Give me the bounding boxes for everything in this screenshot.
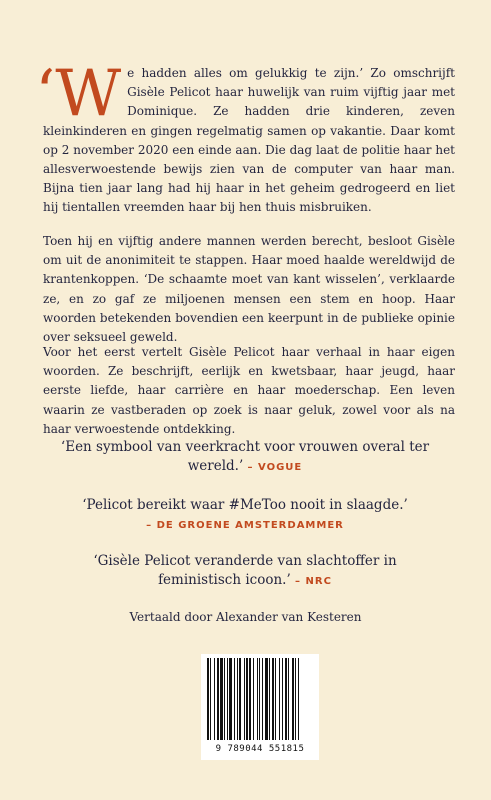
translator-credit: Vertaald door Alexander van Kesteren [129,610,362,624]
barcode-bars [201,654,319,744]
barcode-bar [285,658,287,740]
barcode-bar [239,658,241,740]
barcode-bar [279,658,280,740]
intro-text: e hadden alles om gelukkig te zijn.’ Zo omschrijft Gisèle Pelicot haar huwelijk van ruim vijftig jaar met Dominique. Ze hadden drie kinderen, zeven kleinkinderen en gingen regelmatig samen op vakantie. Daar komt op 2 november 2020 een einde aan. Die dag laat de politie haar het allesverwoestende bewijs zien van de computer van haar man. Bijna tien jaar lang had hij haar in het geheim gedrogeerd en liet hij tientallen vreemden haar bij hen thuis misbruiken. [43,66,455,215]
barcode-bar [282,658,283,740]
barcode-bar [217,658,219,740]
quote-text: ‘Een symbool van veerkracht voor vrouwen overal ter wereld.’ [60,439,430,474]
barcode-bar [275,658,276,740]
barcode-bar [249,658,251,740]
barcode-bar [246,658,248,740]
barcode-bar [269,658,270,740]
review-quote-groene [60,496,430,535]
drop-cap-letter: W [55,57,122,131]
barcode-bar [234,658,235,740]
review-quote-vogue [60,438,430,477]
barcode-bar [298,658,299,740]
barcode-bar [272,658,274,740]
barcode-bar [262,658,263,740]
barcode-bar [265,658,268,740]
barcode-bar [288,658,289,740]
quote-text: ‘Pelicot bereikt waar #MeToo nooit in slaagde.’ [82,497,408,513]
barcode-bar [253,658,254,740]
barcode-bar [207,658,209,740]
barcode-bar [214,658,215,740]
barcode-bar [229,658,232,740]
drop-cap-quote: ‘ [35,57,56,131]
barcode-bar [224,658,225,740]
paragraph-3: Voor het eerst vertelt Gisèle Pelicot haar verhaal in haar eigen woorden. Ze beschrijft, eerlijk en kwetsbaar, haar jeugd, haar eerste liefde, haar carrière en haar moederschap. Een leven waarin ze vastberaden op zoek is naar geluk, zowel voor als na haar verwoestende ontdekking. [43,345,455,436]
barcode-bar [227,658,228,740]
barcode-bar [257,658,258,740]
quote-text: ‘Gisèle Pelicot veranderde van slachtoffer in feministisch icoon.’ [93,553,397,588]
drop-cap [35,57,122,131]
quote-source: – NRC [295,576,332,587]
intro-paragraph [35,57,455,218]
barcode-bar [237,658,238,740]
review-quote-nrc [60,552,430,591]
paragraph-2: Toen hij en vijftig andere mannen werden berecht, besloot Gisèle om uit de anonimiteit te stappen. Haar moed haalde wereldwijd de krantenkoppen. ‘De schaamte moet van kant wisselen’, verklaarde ze, en zo gaf ze miljoenen mensen een stem en hoop. Haar woorden betekenden bovendien een keerpunt in de publieke opinie over seksueel geweld. [43,234,455,345]
barcode-bar [259,658,260,740]
barcode-digits: 9 789044 551815 [215,744,305,754]
barcode-bar [292,658,294,740]
barcode-bar [220,658,223,740]
barcode-bar [210,658,211,740]
quote-source: – DE GROENE AMSTERDAMMER [146,520,344,531]
quote-source: – VOGUE [247,462,303,473]
isbn-barcode [201,654,319,760]
barcode-bar [244,658,245,740]
barcode-bar [295,658,296,740]
